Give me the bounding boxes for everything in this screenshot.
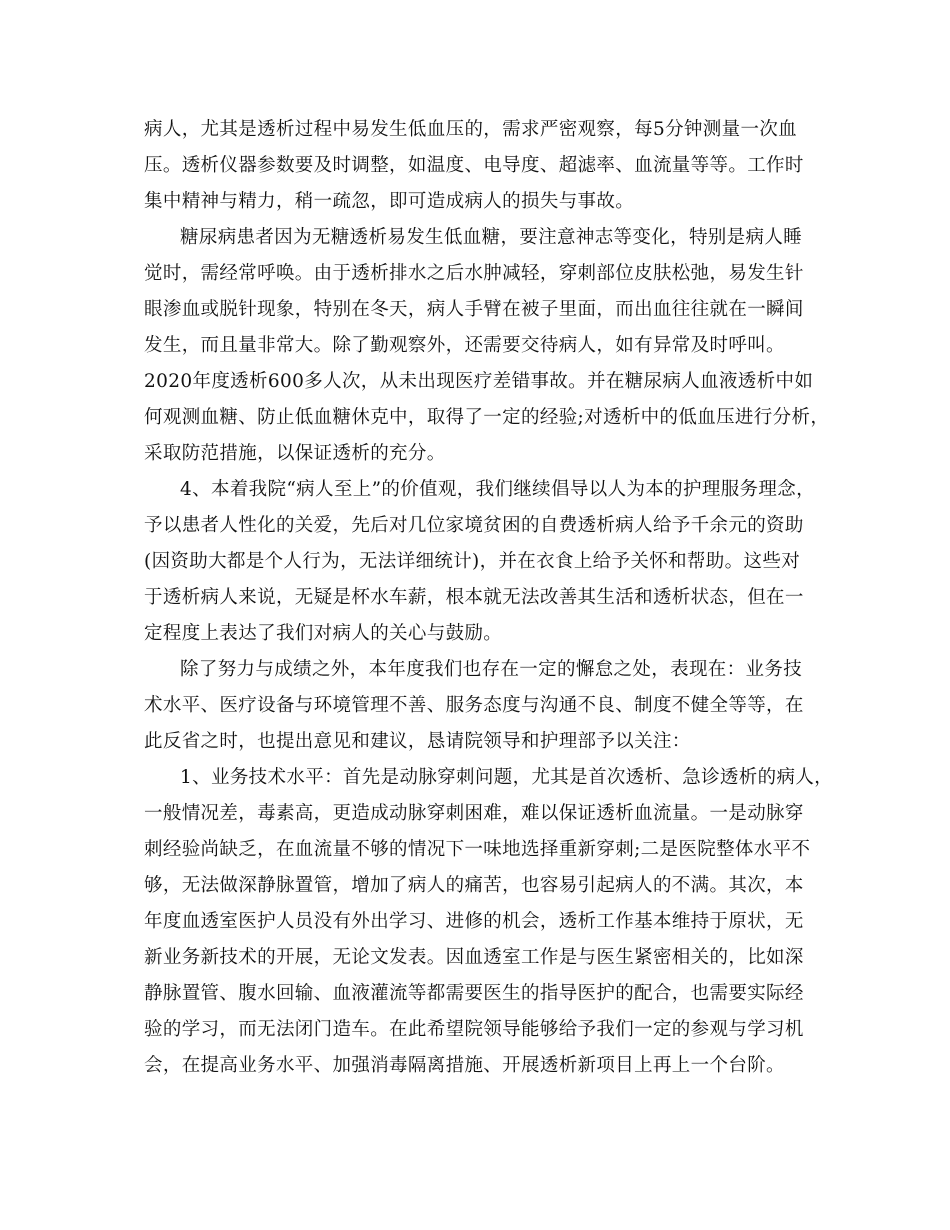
text-line: 年度血透室医护人员没有外出学习、进修的机会，透析工作基本维持于原状，无: [144, 911, 804, 932]
text-line: 1、业务技术水平：首先是动脉穿刺问题，尤其是首次透析、急诊透析的病人，: [180, 767, 834, 788]
text-line: 4、本着我院“病人至上”的价值观，我们继续倡导以人为本的护理服务理念，: [180, 479, 815, 500]
text-line: 够，无法做深静脉置管，增加了病人的痛苦，也容易引起病人的不满。其次，本: [144, 875, 804, 896]
text-line: 除了努力与成绩之外，本年度我们也存在一定的懈怠之处，表现在：业务技: [180, 659, 803, 680]
text-line: (因资助大都是个人行为，无法详细统计)，并在衣食上给予关怀和帮助。这些对: [144, 551, 801, 572]
text-line: 觉时，需经常呼唤。由于透析排水之后水肿减轻，穿刺部位皮肤松弛，易发生针: [144, 263, 804, 284]
text-line: 一般情况差，毒素高，更造成动脉穿刺困难，难以保证透析血流量。一是动脉穿: [144, 803, 804, 824]
text-line: 此反省之时，也提出意见和建议，恳请院领导和护理部予以关注：: [144, 731, 691, 752]
text-line: 会，在提高业务水平、加强消毒隔离措施、开展透析新项目上再上一个台阶。: [144, 1055, 785, 1076]
text-line: 定程度上表达了我们对病人的关心与鼓励。: [144, 623, 503, 644]
text-line: 集中精神与精力，稍一疏忽，即可造成病人的损失与事故。: [144, 191, 635, 212]
text-line: 刺经验尚缺乏，在血流量不够的情况下一味地选择重新穿刺;二是医院整体水平不: [144, 839, 811, 860]
text-line: 压。透析仪器参数要及时调整，如温度、电导度、超滤率、血流量等等。工作时: [144, 155, 804, 176]
text-line: 糖尿病患者因为无糖透析易发生低血糖，要注意神志等变化，特别是病人睡: [180, 227, 803, 248]
text-line: 病人，尤其是透析过程中易发生低血压的，需求严密观察，每5分钟测量一次血: [144, 119, 798, 140]
text-line: 静脉置管、腹水回输、血液灌流等都需要医生的指导医护的配合，也需要实际经: [144, 983, 804, 1004]
text-line: 发生，而且量非常大。除了勤观察外，还需要交待病人，如有异常及时呼叫。: [144, 335, 785, 356]
text-line: 何观测血糖、防止低血糖休克中，取得了一定的经验;对透析中的低血压进行分析，: [144, 407, 830, 428]
text-line: 术水平、医疗设备与环境管理不善、服务态度与沟通不良、制度不健全等等，在: [144, 695, 804, 716]
text-line: 新业务新技术的开展，无论文发表。因血透室工作是与医生紧密相关的，比如深: [144, 947, 804, 968]
text-line: 眼渗血或脱针现象，特别在冬天，病人手臂在被子里面，而出血往往就在一瞬间: [144, 299, 804, 320]
text-line: 验的学习，而无法闭门造车。在此希望院领导能够给予我们一定的参观与学习机: [144, 1019, 804, 1040]
text-line: 于透析病人来说，无疑是杯水车薪，根本就无法改善其生活和透析状态，但在一: [144, 587, 804, 608]
text-line: 采取防范措施，以保证透析的充分。: [144, 443, 446, 464]
text-line: 予以患者人性化的关爱，先后对几位家境贫困的自费透析病人给予千余元的资助: [144, 515, 804, 536]
text-line: 2020年度透析600多人次，从未出现医疗差错事故。并在糖尿病人血液透析中如: [144, 371, 814, 392]
